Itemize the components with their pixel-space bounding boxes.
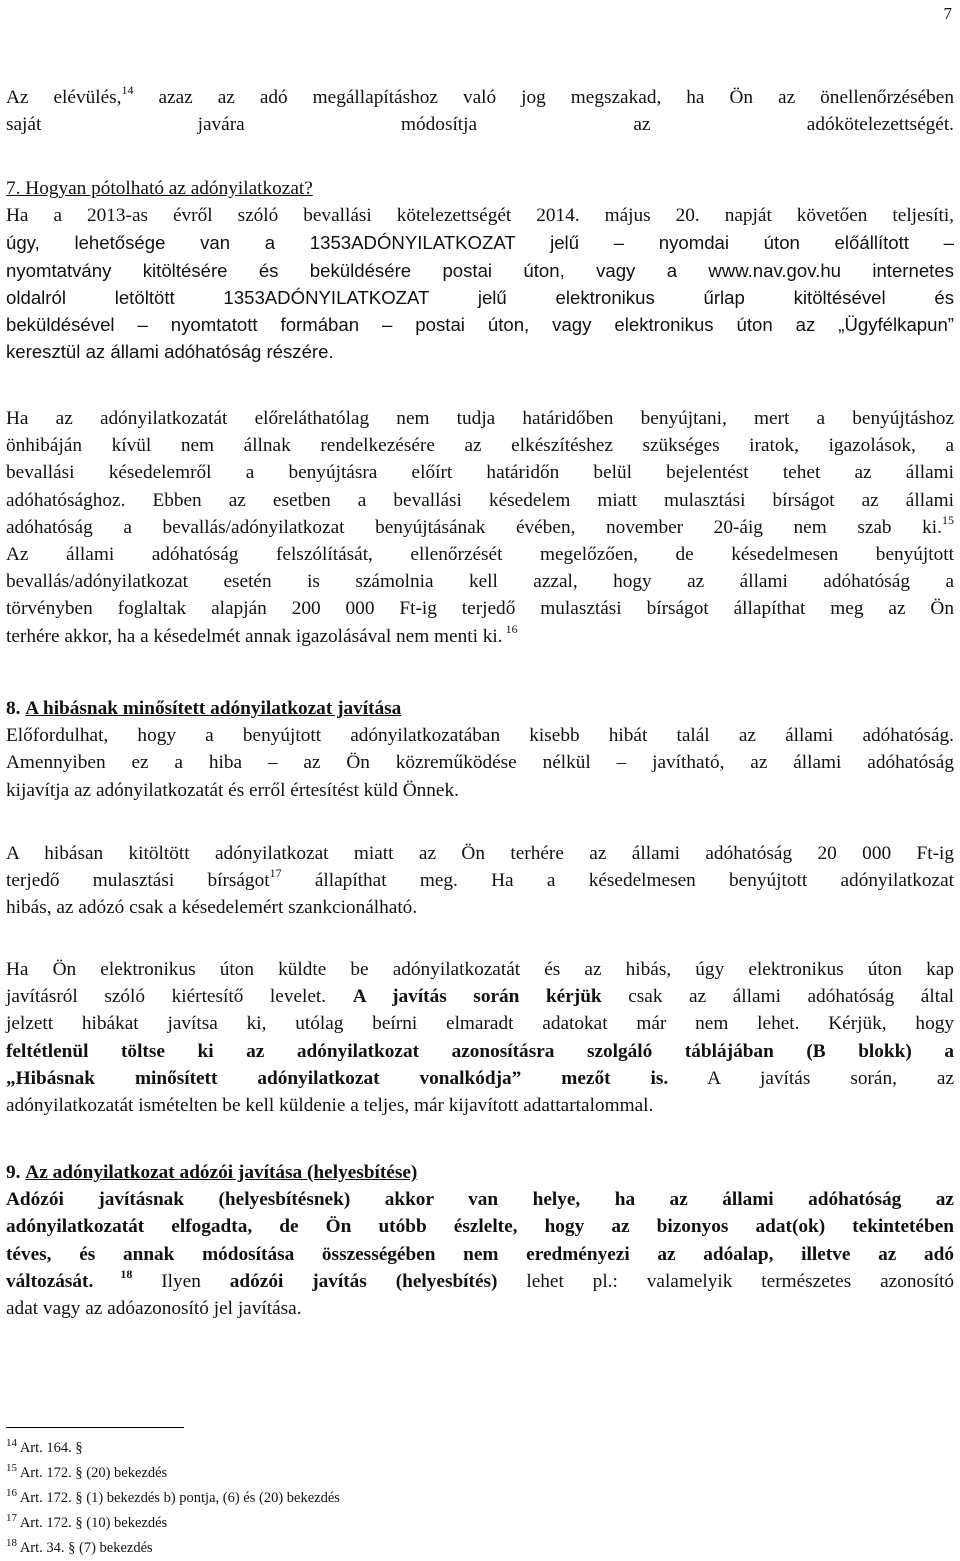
footnote: $^{15}$ Art. 172. § (20) bekezdés: [6, 1462, 168, 1481]
text-line: Az állami adóhatóság felszólítását, ellenőrzését megelőzően, de késedelmesen benyújtott: [6, 544, 954, 566]
text-line: Ha a 2013-as évről szóló bevallási kötelezettségét 2014. május 20. napját követően teljesíti,: [6, 205, 954, 227]
section-7: [6, 175, 954, 365]
text-line: A hibásan kitöltött adónyilatkozat miatt az Ön terhére az állami adóhatóság 20 000 Ft-ig: [6, 843, 954, 864]
footnote-ref: 14: [121, 83, 134, 97]
paragraph-penalty: [6, 840, 954, 922]
page-number: 7: [943, 4, 952, 23]
paragraph-statute-of-limitations: [6, 84, 954, 138]
footnote-divider: [6, 1427, 184, 1428]
paragraph-late-submission: [6, 405, 954, 650]
section-heading: 8. A hibásnak minősített adónyilatkozat javítása: [6, 698, 402, 719]
text-line: úgy, lehetősége van a 1353ADÓNYILATKOZAT jelű – nyomdai úton előállított –: [6, 232, 954, 254]
text-line: saját javára módosítja az adókötelezettségét.: [6, 114, 954, 136]
text-line: önhibáján kívül nem állnak rendelkezésére az elkészítéshez szükséges iratok, igazolások, a: [6, 435, 954, 457]
footnote-ref: 17: [269, 866, 282, 881]
text-line: „Hibásnak minősített adónyilatkozat vonalkódja” mezőt is. A javítás során, az: [6, 1067, 955, 1089]
text-line: oldalról letöltött 1353ADÓNYILATKOZAT jelű elektronikus űrlap kitöltésével és: [6, 286, 954, 308]
text-line: nyomtatvány kitöltésére és beküldésére postai úton, vagy a www.nav.gov.hu internetes: [6, 259, 954, 281]
section-9: [6, 1159, 954, 1322]
text-line: feltétlenül töltse ki az adónyilatkozat azonosításra szolgáló táblájában (B blokk) a: [6, 1040, 954, 1062]
text-line: Ha az adónyilatkozatát előreláthatólag nem tudja határidőben benyújtani, mert a benyújtáshoz: [6, 408, 954, 429]
section-heading: 7. Hogyan pótolható az adónyilatkozat?: [6, 178, 313, 199]
text-line: terhére akkor, ha a késedelmét annak igazolásával nem menti ki. $^{16}$: [6, 621, 518, 647]
text-line: adat vagy az adóazonosító jel javítása.: [6, 1298, 302, 1320]
text-line: törvényben foglaltak alapján 200 000 Ft-ig terjedő mulasztási bírságot állapíthat meg az Ön: [6, 598, 954, 620]
section-heading: 9. Az adónyilatkozat adózói javítása (helyesbítése): [6, 1162, 418, 1183]
text-line: Adózói javításnak (helyesbítésnek) akkor van helye, ha az állami adóhatóság az: [6, 1189, 954, 1211]
text-line: jelzett hibákat javítsa ki, utólag beírni elmaradt adatokat már nem lehet. Kérjük, hogy: [6, 1013, 954, 1035]
footnote-ref: 16: [502, 621, 518, 636]
text-line: adónyilatkozatát ismételten be kell küldenie a teljes, már kijavított adattartalommal.: [6, 1095, 654, 1117]
section-8: [6, 695, 954, 804]
footnote-ref: 18: [93, 1266, 133, 1281]
text-line: Az elévülés,$^{14}$ azaz az adó megállapításhoz való jog megszakad, ha Ön az önellenőrzésében: [6, 83, 954, 108]
text-line: javításról szóló kiértesítő levelet. A javítás során kérjük csak az állami adóhatóság által: [6, 986, 954, 1008]
text-line: adónyilatkozatát elfogadta, de Ön utóbb észlelte, hogy az bizonyos adat(ok) tekintetében: [6, 1216, 954, 1238]
text-line: terjedő mulasztási bírságot$^{17}$ állapíthat meg. Ha a késedelmesen benyújtott adónyilatkozat: [6, 866, 954, 892]
text-line: beküldésével – nyomtatott formában – postai úton, vagy elektronikus úton az „Ügyfélkapun”: [6, 314, 954, 336]
text-line: adóhatósághoz. Ebben az esetben a bevallási késedelem miatt mulasztási bírságot az állami: [6, 489, 954, 511]
footnote: $^{14}$ Art. 164. §: [6, 1437, 83, 1456]
text-line: Ha Ön elektronikus úton küldte be adónyilatkozatát és az hibás, úgy elektronikus úton kap: [6, 959, 954, 980]
footnote: $^{18}$ Art. 34. § (7) bekezdés: [6, 1537, 153, 1556]
text-line: bevallás/adónyilatkozat esetén is számolnia kell azzal, hogy az állami adóhatóság a: [6, 571, 954, 593]
footnote: $^{16}$ Art. 172. § (1) bekezdés b) pontja, (6) és (20) bekezdés: [6, 1487, 340, 1506]
text-line: Előfordulhat, hogy a benyújtott adónyilatkozatában kisebb hibát talál az állami adóhatóság.: [6, 725, 954, 747]
text-line: kijavítja az adónyilatkozatát és erről értesítést küld Önnek.: [6, 779, 459, 801]
paragraph-electronic-correction: [6, 956, 954, 1119]
footnote: $^{17}$ Art. 172. § (10) bekezdés: [6, 1512, 168, 1531]
text-line: hibás, az adózó csak a késedelemért szankcionálható.: [6, 897, 418, 919]
text-line: Amennyiben ez a hiba – az Ön közreműködése nélkül – javítható, az állami adóhatóság: [6, 752, 954, 774]
text-line: keresztül az állami adóhatóság részére.: [6, 341, 334, 363]
text-line: téves, és annak módosítása összességében nem eredményezi az adóalap, illetve az adó: [6, 1243, 954, 1265]
text-line: változását. $^{18}$ Ilyen adózói javítás (helyesbítés) lehet pl.: valamelyik természetes azonosító: [6, 1266, 954, 1292]
text-line: adóhatóság a bevallás/adónyilatkozat benyújtásának évében, november 20-áig nem szab ki.$^{15}$: [6, 512, 954, 538]
text-line: bevallási késedelemről a benyújtásra előírt határidőn belül bejelentést tehet az állami: [6, 462, 954, 484]
footnote-ref: 15: [942, 512, 954, 527]
